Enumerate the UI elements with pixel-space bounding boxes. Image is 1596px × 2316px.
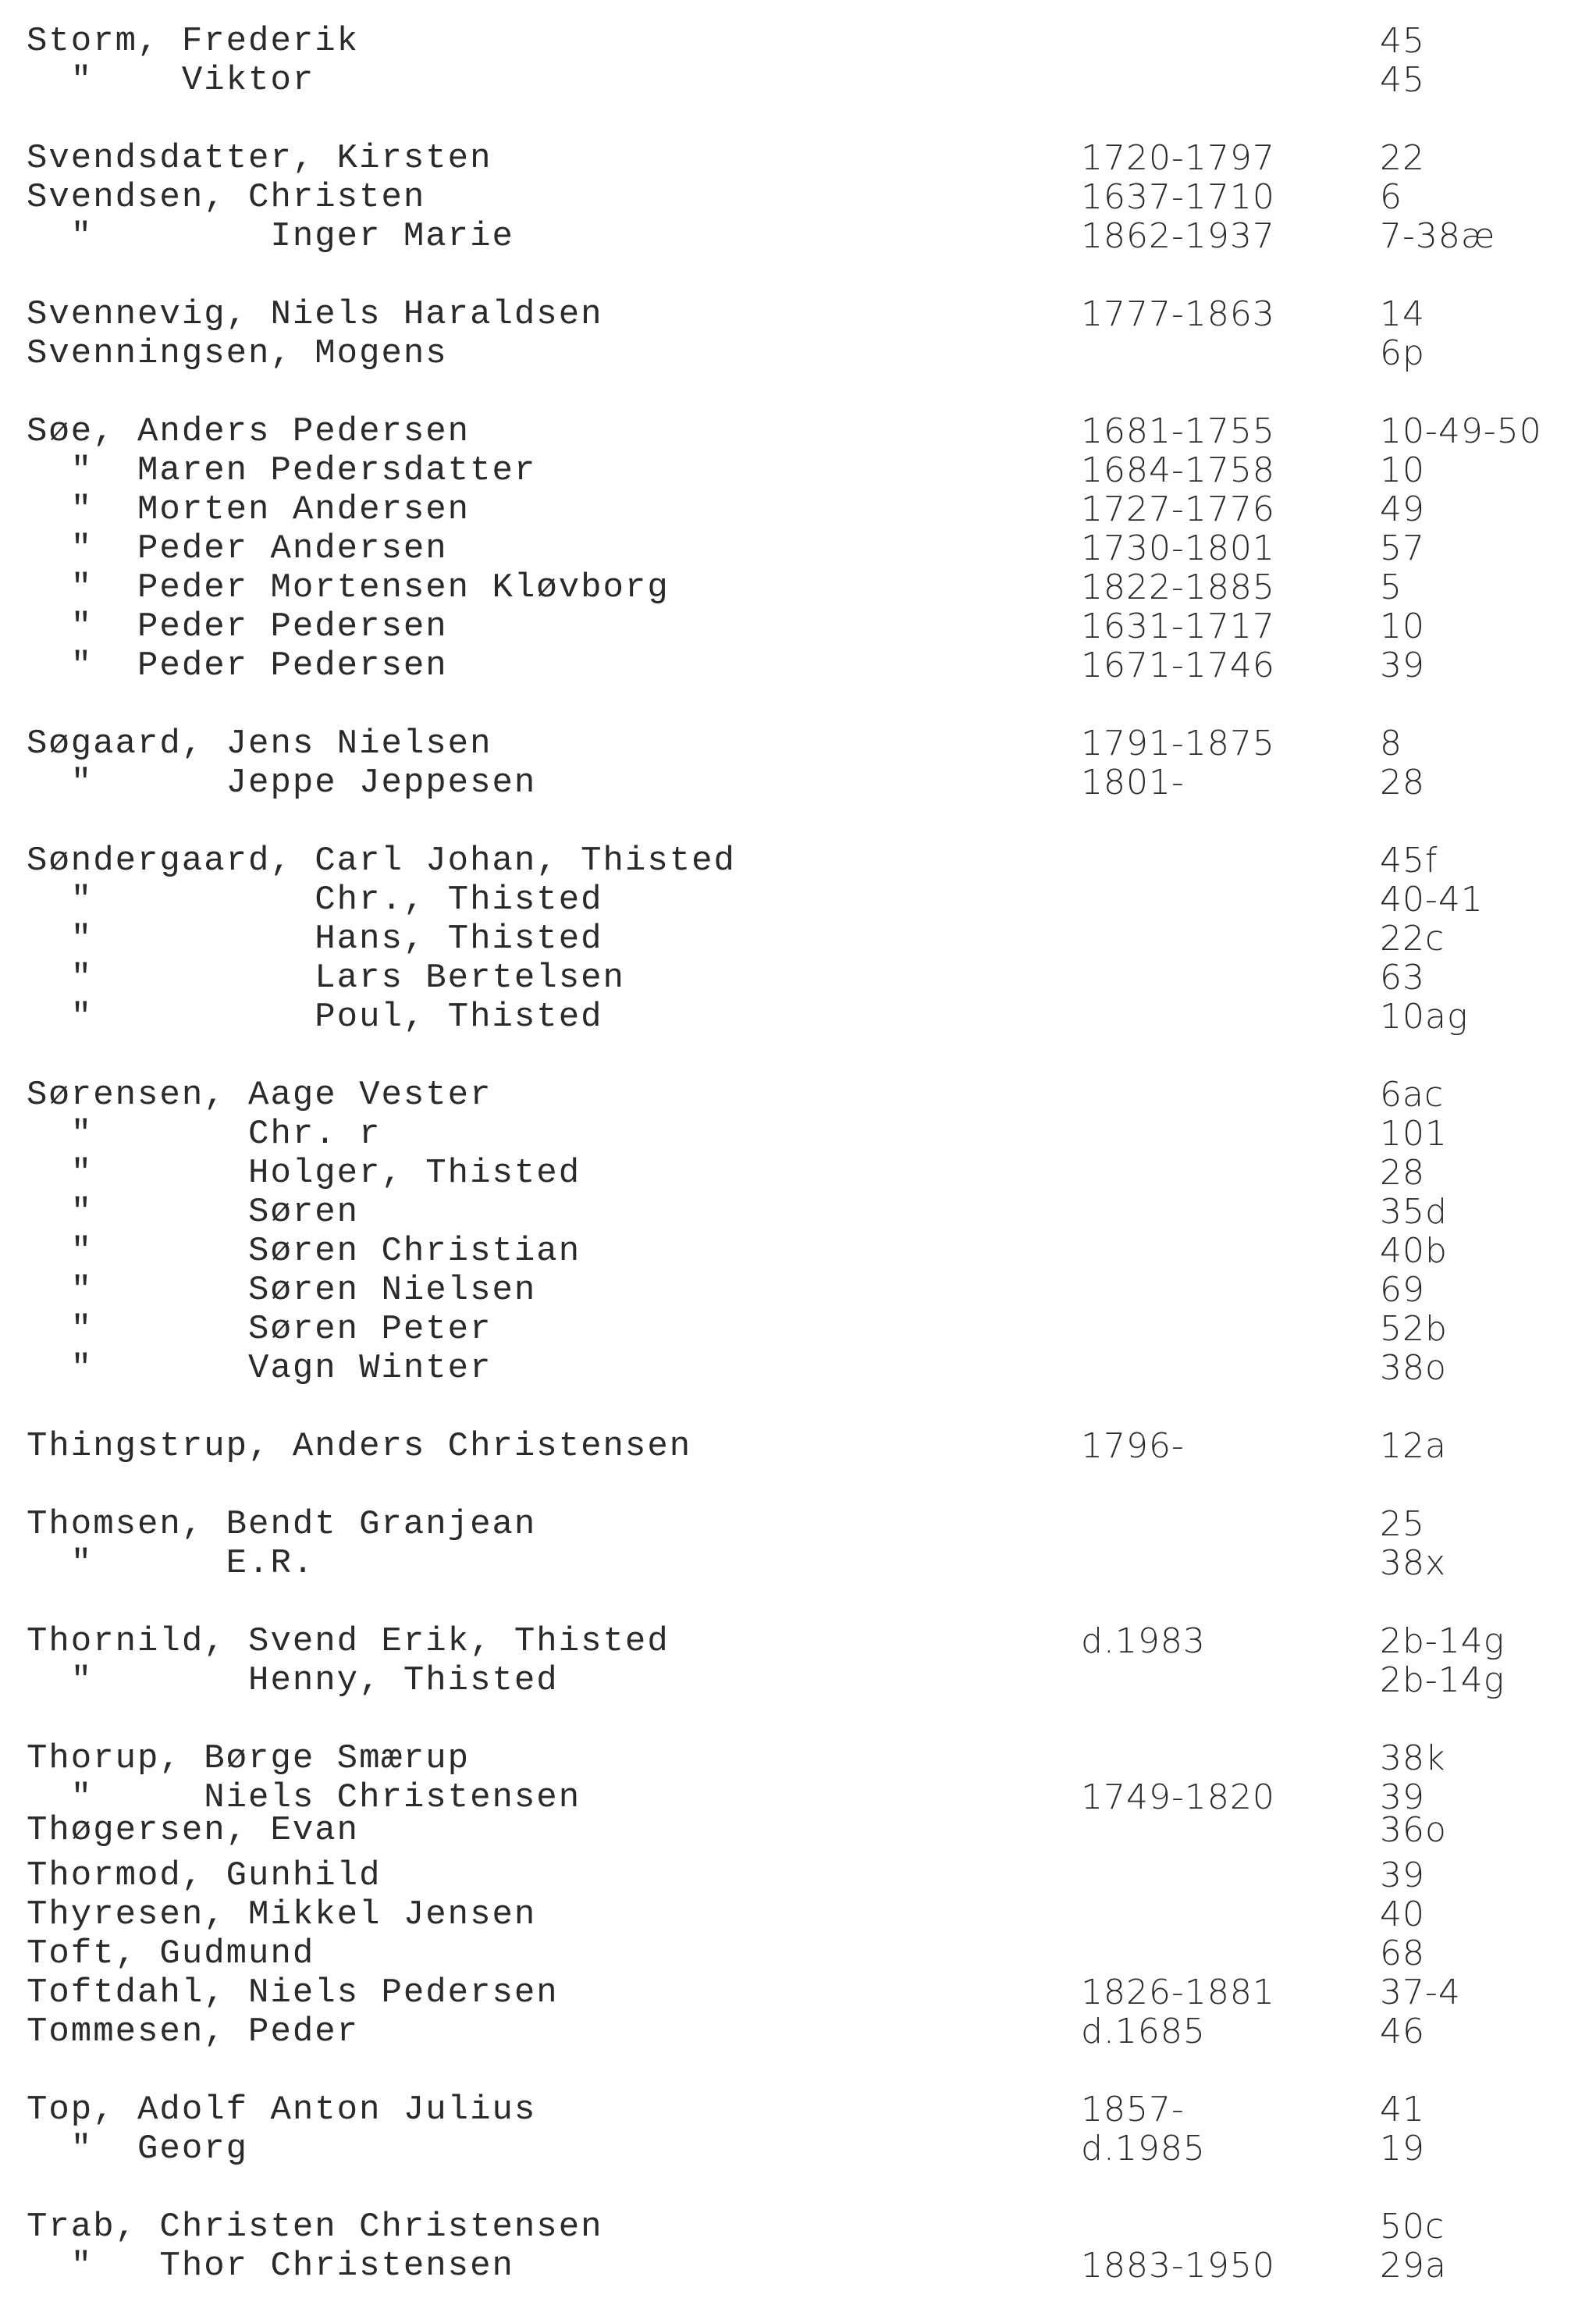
entry-name: " Morten Andersen <box>27 490 471 529</box>
index-entry <box>0 724 1596 763</box>
entry-ref: 39 <box>1380 646 1425 685</box>
entry-ref: 36o <box>1380 1810 1447 1850</box>
entry-years: d.1685 <box>1081 2012 1206 2051</box>
index-entry <box>0 998 1596 1037</box>
index-entry <box>0 2129 1596 2168</box>
entry-name: " Maren Pedersdatter <box>27 451 537 490</box>
entry-ref: 49 <box>1380 489 1425 529</box>
entry-years: 1684-1758 <box>1081 450 1275 490</box>
index-entry <box>0 1427 1596 1466</box>
index-entry <box>0 1193 1596 1232</box>
entry-name: " Søren Nielsen <box>27 1271 537 1310</box>
index-entry <box>0 1934 1596 1973</box>
index-entry <box>0 1895 1596 1934</box>
entry-years: d.1985 <box>1081 2129 1206 2168</box>
index-entry <box>0 1973 1596 2012</box>
entry-name: " Peder Pedersen <box>27 646 448 685</box>
entry-name: Svendsdatter, Kirsten <box>27 139 492 178</box>
index-entry <box>0 139 1596 178</box>
entry-ref: 6p <box>1380 333 1425 373</box>
entry-name: Thomsen, Bendt Granjean <box>27 1505 537 1544</box>
entry-name: " Peder Pedersen <box>27 607 448 646</box>
entry-name: " Viktor <box>27 61 315 100</box>
entry-name: " Chr. r <box>27 1115 382 1154</box>
index-entry <box>0 295 1596 334</box>
entry-name: Svennevig, Niels Haraldsen <box>27 295 603 334</box>
index-entry <box>0 2247 1596 2286</box>
index-entry <box>0 1505 1596 1544</box>
entry-ref: 68 <box>1380 1934 1425 1973</box>
entry-name: " Jeppe Jeppesen <box>27 763 537 802</box>
entry-name: Søe, Anders Pedersen <box>27 412 471 451</box>
entry-ref: 2b-14g <box>1380 1621 1505 1661</box>
entry-name: " Henny, Thisted <box>27 1661 559 1700</box>
entry-years: 1730-1801 <box>1081 528 1275 568</box>
entry-ref: 22c <box>1380 919 1445 959</box>
entry-ref: 6 <box>1380 177 1402 217</box>
index-entry <box>0 763 1596 802</box>
entry-ref: 45f <box>1380 841 1438 881</box>
entry-name: " Georg <box>27 2129 249 2168</box>
entry-name: Thornild, Svend Erik, Thisted <box>27 1622 670 1661</box>
index-entry <box>0 178 1596 217</box>
index-entry <box>0 334 1596 373</box>
entry-name: " Inger Marie <box>27 217 514 256</box>
entry-ref: 45 <box>1380 60 1425 100</box>
index-entry <box>0 2012 1596 2051</box>
index-entry <box>0 1154 1596 1193</box>
entry-name: " Peder Andersen <box>27 529 448 568</box>
entry-name: Toftdahl, Niels Pedersen <box>27 1973 559 2012</box>
index-entry <box>0 1622 1596 1661</box>
entry-years: 1883-1950 <box>1081 2246 1275 2286</box>
entry-name: Toft, Gudmund <box>27 1934 315 1973</box>
entry-name: " Holger, Thisted <box>27 1154 581 1193</box>
entry-ref: 37-4 <box>1380 1973 1461 2012</box>
entry-ref: 38k <box>1380 1738 1446 1778</box>
index-entry <box>0 1811 1596 1850</box>
entry-ref: 50c <box>1380 2207 1445 2247</box>
entry-name: Thorup, Børge Smærup <box>27 1739 471 1778</box>
entry-name: Søgaard, Jens Nielsen <box>27 724 492 763</box>
index-entry <box>0 1271 1596 1310</box>
entry-years: 1749-1820 <box>1081 1777 1275 1817</box>
entry-years: 1822-1885 <box>1081 567 1275 607</box>
entry-ref: 40-41 <box>1380 880 1484 920</box>
index-entry <box>0 881 1596 920</box>
index-entry <box>0 1349 1596 1388</box>
entry-name: Storm, Frederik <box>27 22 360 61</box>
index-entry <box>0 2090 1596 2129</box>
entry-ref: 39 <box>1380 1777 1425 1817</box>
index-entry <box>0 412 1596 451</box>
entry-name: Thyresen, Mikkel Jensen <box>27 1895 537 1934</box>
entry-ref: 10 <box>1380 450 1425 490</box>
index-entry <box>0 646 1596 685</box>
index-entry <box>0 568 1596 607</box>
entry-name: Thøgersen, Evan <box>27 1811 360 1850</box>
entry-ref: 28 <box>1380 1153 1425 1193</box>
index-entry <box>0 1115 1596 1154</box>
entry-ref: 45 <box>1380 21 1425 61</box>
index-entry <box>0 1739 1596 1778</box>
index-entry <box>0 451 1596 490</box>
entry-name: " Poul, Thisted <box>27 998 603 1037</box>
index-entry <box>0 529 1596 568</box>
entry-ref: 52b <box>1380 1309 1448 1349</box>
entry-ref: 40b <box>1380 1231 1448 1271</box>
entry-years: 1720-1797 <box>1081 138 1275 178</box>
index-entry <box>0 22 1596 61</box>
entry-years: 1862-1937 <box>1081 216 1275 256</box>
entry-ref: 39 <box>1380 1855 1425 1895</box>
index-entry <box>0 2207 1596 2247</box>
entry-ref: 29a <box>1380 2246 1447 2286</box>
entry-years: 1796- <box>1081 1426 1185 1466</box>
entry-ref: 22 <box>1380 138 1425 178</box>
entry-ref: 8 <box>1380 724 1402 763</box>
entry-years: 1857- <box>1081 2090 1185 2129</box>
index-entry <box>0 490 1596 529</box>
index-entry <box>0 1856 1596 1895</box>
entry-ref: 12a <box>1380 1426 1447 1466</box>
entry-name: Søndergaard, Carl Johan, Thisted <box>27 841 736 881</box>
entry-name: Trab, Christen Christensen <box>27 2207 603 2247</box>
entry-ref: 63 <box>1380 958 1425 998</box>
entry-ref: 6ac <box>1380 1075 1445 1115</box>
index-entry <box>0 1076 1596 1115</box>
entry-name: " Niels Christensen <box>27 1778 581 1817</box>
index-entry <box>0 217 1596 256</box>
entry-name: " Peder Mortensen Kløvborg <box>27 568 670 607</box>
entry-ref: 35d <box>1380 1192 1448 1232</box>
index-entry <box>0 1661 1596 1700</box>
entry-name: " Chr., Thisted <box>27 881 603 920</box>
entry-ref: 38x <box>1380 1543 1447 1583</box>
entry-years: 1801- <box>1081 763 1185 802</box>
entry-years: 1826-1881 <box>1081 1973 1275 2012</box>
entry-ref: 46 <box>1380 2012 1425 2051</box>
entry-years: 1777-1863 <box>1081 294 1275 334</box>
entry-ref: 101 <box>1380 1114 1448 1154</box>
entry-years: d.1983 <box>1081 1621 1206 1661</box>
entry-ref: 10-49-50 <box>1380 411 1542 451</box>
index-entry <box>0 841 1596 881</box>
entry-name: Sørensen, Aage Vester <box>27 1076 492 1115</box>
entry-name: " Thor Christensen <box>27 2247 514 2286</box>
entry-name: Thormod, Gunhild <box>27 1856 382 1895</box>
entry-ref: 7-38æ <box>1380 216 1496 256</box>
index-entry <box>0 607 1596 646</box>
entry-name: " Søren <box>27 1193 360 1232</box>
entry-name: Svenningsen, Mogens <box>27 334 448 373</box>
index-entry <box>0 920 1596 959</box>
entry-name: " Vagn Winter <box>27 1349 492 1388</box>
entry-ref: 41 <box>1380 2090 1425 2129</box>
entry-name: " Søren Christian <box>27 1232 581 1271</box>
entry-ref: 28 <box>1380 763 1425 802</box>
entry-ref: 10ag <box>1380 997 1469 1037</box>
entry-years: 1631-1717 <box>1081 607 1275 646</box>
entry-ref: 19 <box>1380 2129 1425 2168</box>
entry-ref: 38o <box>1380 1348 1447 1388</box>
entry-ref: 40 <box>1380 1894 1425 1934</box>
entry-name: Tommesen, Peder <box>27 2012 360 2051</box>
index-entry <box>0 959 1596 998</box>
index-entry <box>0 1544 1596 1583</box>
entry-name: Thingstrup, Anders Christensen <box>27 1427 692 1466</box>
entry-name: " Søren Peter <box>27 1310 492 1349</box>
index-entry <box>0 1310 1596 1349</box>
index-entry <box>0 61 1596 100</box>
entry-name: Top, Adolf Anton Julius <box>27 2090 537 2129</box>
entry-years: 1637-1710 <box>1081 177 1275 217</box>
entry-ref: 57 <box>1380 528 1425 568</box>
entry-years: 1681-1755 <box>1081 411 1275 451</box>
entry-name: " E.R. <box>27 1544 315 1583</box>
entry-ref: 69 <box>1380 1270 1425 1310</box>
entry-name: Svendsen, Christen <box>27 178 426 217</box>
entry-ref: 10 <box>1380 607 1425 646</box>
index-entry <box>0 1232 1596 1271</box>
entry-years: 1727-1776 <box>1081 489 1275 529</box>
entry-name: " Lars Bertelsen <box>27 959 625 998</box>
entry-ref: 14 <box>1380 294 1425 334</box>
entry-years: 1791-1875 <box>1081 724 1275 763</box>
entry-ref: 2b-14g <box>1380 1660 1505 1700</box>
entry-ref: 5 <box>1380 567 1402 607</box>
entry-ref: 25 <box>1380 1504 1425 1544</box>
entry-years: 1671-1746 <box>1081 646 1275 685</box>
entry-name: " Hans, Thisted <box>27 920 603 959</box>
